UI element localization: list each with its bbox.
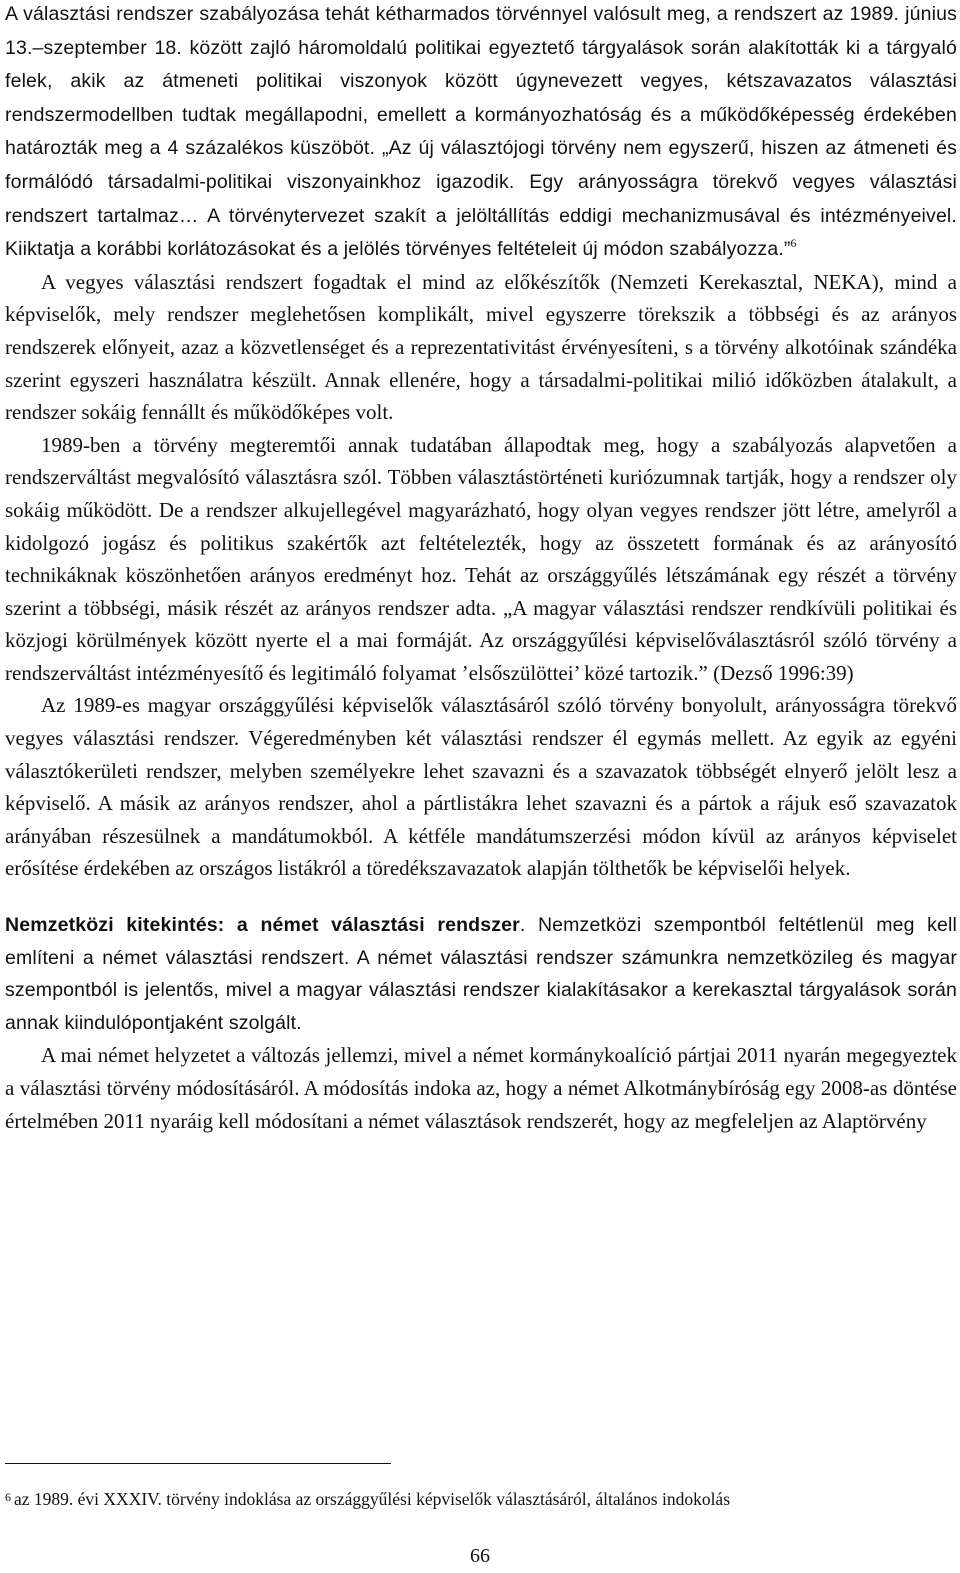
paragraph-4: Az 1989-es magyar országgyűlési képviselők választásáról szóló törvény bonyolult, arányosságra törekvő vegyes választási rendszer. Végeredményben két választási rendszer él egymás mellett. Az egyik az egyéni választókerületi rendszer, melyben személyekre lehet szavazni és a szavazatok többségét elnyerő jelölt lesz a képviselő. A másik az arányos rendszer, ahol a pártlistákra lehet szavazni és a pártok a rájuk eső szavazatok arányában részesülnek a mandátumokból. A kétféle mandátumszerzési módon kívül az arányos képviselet erősítése érdekében az országos listákról a töredékszavazatok alapján tölthetők be képviselői helyek.	[5, 693, 957, 881]
footnote-mark: 6	[5, 1490, 11, 1504]
paragraph-2: A vegyes választási rendszert fogadtak el mind az előkészítők (Nemzeti Kerekasztal, NEKA), mind a képviselők, mely rendszer meglehetősen komplikált, mivel egyszerre törekszik a többségi és az arányos rendszerek előnyeit, azaz a közvetlenséget és a reprezentativitást érvényesíteni, s a törvény alkotóinak szándéka szerint egyszeri használatra készült. Annak ellenére, hogy a társadalmi-politikai milió időközben átalakult, a rendszer sokáig fennállt és működőképes volt.	[5, 269, 957, 425]
paragraph-6: A mai német helyzetet a változás jellemzi, mivel a német kormánykoalíció pártjai 2011 nyarán megegyeztek a választási törvény módosításáról. A módosítás indoka az, hogy a német Alkotmánybíróság egy 2008-as döntése értelmében 2011 nyaráig kell módosítani a német választások rendszerét, hogy az megfeleljen az Alaptörvény	[5, 1043, 957, 1133]
paragraph-1	[5, 0, 957, 266]
paragraph-3: 1989-ben a törvény megteremtői annak tudatában állapodtak meg, hogy a szabályozás alapvetően a rendszerváltást megvalósító választásra szól. Többen választástörténeti kuriózumnak tartják, hogy a rendszer oly sokáig működött. De a rendszer alkujellegével magyarázható, hogy olyan vegyes rendszer jött létre, amelyről a kidolgozó jogász és politikus szakértők azt feltételezték, hogy az összetett formának és az arányosító technikáknak köszönhetően arányos eredményt hoz. Tehát az országgyűlés létszámának egy részét a törvény szerint a többségi, másik részét az arányos rendszer adta. „A magyar választási rendszer rendkívüli politikai és közjogi körülmények között nyerte el a mai formáját. Az országgyűlési képviselőválasztásról szóló törvény a rendszerváltást intézményesítő és legitimáló folyamat ’elsőszülöttei’ közé tartozik.” (Dezső 1996:39)	[5, 432, 957, 685]
paragraph-5	[5, 909, 957, 1039]
section-heading: Nemzetközi kitekintés: a német választási rendszer	[5, 914, 520, 937]
footnote	[5, 1486, 957, 1510]
paragraph-1-text: A választási rendszer szabályozása tehát kétharmados törvénnyel valósult meg, a rendszert az 1989. június 13.–szeptember 18. között zajló háromoldalú politikai egyeztető tárgyalások során alakították ki a tárgyaló felek, akik az átmeneti politikai viszonyok között úgynevezett vegyes, kétszavazatos választási rendszermodellben tudtak megállapodni, emellett a kormányozhatóság és a működőképesség érdekében határozták meg a 4 százalékos küszöböt.	[5, 3, 957, 160]
document-page	[5, 0, 957, 1137]
footnote-text: az 1989. évi XXXIV. törvény indoklása az országgyűlési képviselők választásáról, általános indokolás	[14, 1489, 731, 1509]
paragraph-5-text: . Nemzetközi szempontból feltétlenül meg kell említeni a német választási rendszert. A német választási rendszer számunkra nemzetközileg és magyar szempontból is jelentős, mivel a magyar választási rendszer kialakításakor a kerekasztal tárgyalások során annak kiindulópontjaként szolgált.	[5, 914, 957, 1034]
page-number: 66	[470, 1545, 490, 1567]
footnote-separator	[5, 1463, 391, 1464]
footnote-reference: 6	[790, 236, 797, 251]
paragraph-1-quote: „Az új választójogi törvény nem egyszerű, hiszen az átmeneti és formálódó társadalmi-politikai viszonyainkhoz igazodik. Egy arányosságra törekvő vegyes választási rendszert tartalmaz… A törvénytervezet szakít a jelöltállítás eddigi mechanizmusával és intézményeivel. Kiiktatja a korábbi korlátozásokat és a jelölés törvényes feltételeit új módon szabályozza.”	[5, 137, 957, 261]
